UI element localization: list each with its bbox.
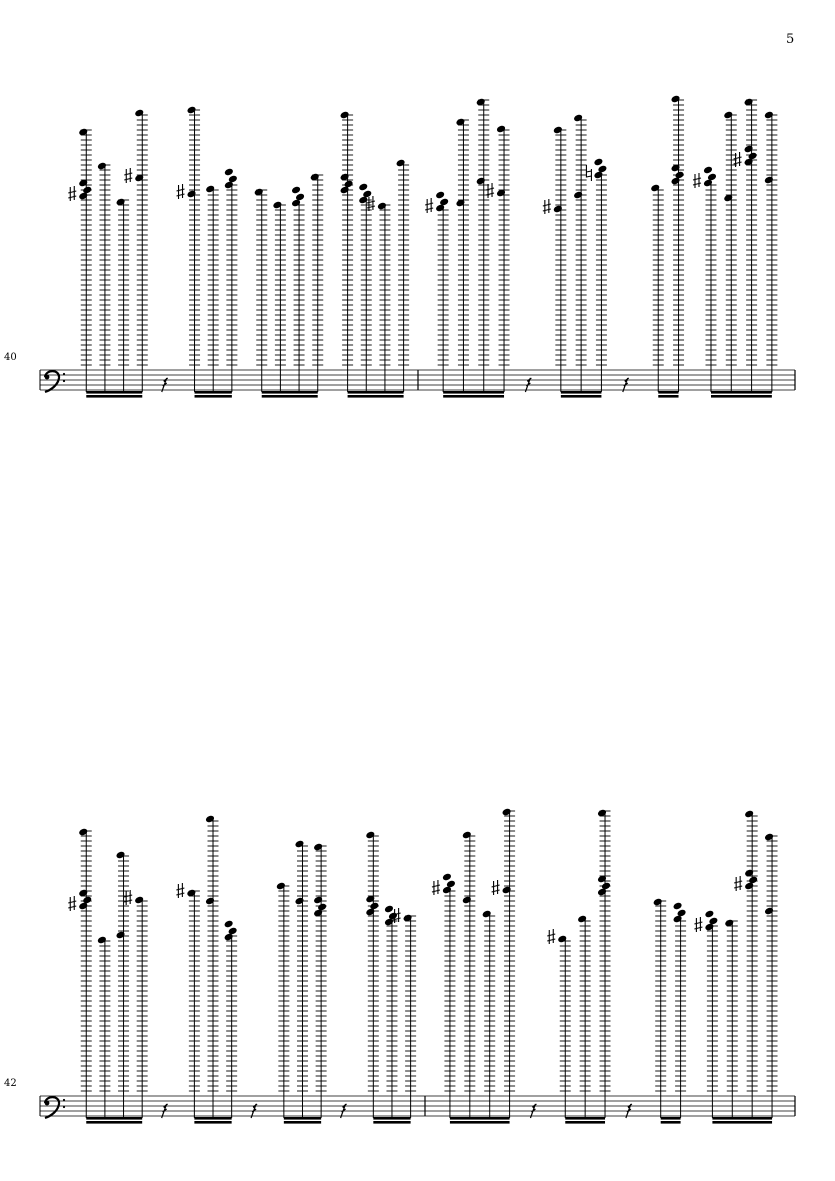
notehead — [744, 810, 754, 819]
natural-icon — [586, 165, 591, 181]
notehead — [496, 125, 506, 134]
beam — [443, 395, 504, 398]
measure-number-system-2: 42 — [4, 1078, 17, 1089]
beam — [262, 395, 318, 398]
sharp-strokes — [425, 198, 433, 213]
beam — [450, 1121, 510, 1124]
bass-clef-dot-lower — [63, 1106, 65, 1108]
rest-dot — [628, 1106, 630, 1108]
notehead — [205, 897, 215, 906]
notehead — [276, 882, 286, 891]
notehead — [573, 114, 583, 123]
notehead — [134, 109, 144, 118]
notehead — [294, 897, 304, 906]
sharp-icon — [68, 896, 76, 911]
sharp-strokes — [547, 929, 555, 944]
sharp-icon — [543, 199, 551, 214]
notehead — [764, 833, 774, 842]
beam — [450, 1117, 510, 1120]
bass-clef-curve — [45, 1097, 59, 1118]
beam — [561, 391, 602, 394]
beam — [711, 391, 772, 394]
bass-clef-dot-main — [45, 1101, 50, 1106]
notehead — [653, 898, 663, 907]
rest-dot — [342, 1106, 344, 1108]
notehead — [396, 159, 406, 168]
sharp-icon — [694, 917, 702, 932]
notehead — [704, 910, 714, 919]
bass-clef-dot-lower — [63, 380, 65, 382]
sharp-strokes — [694, 917, 702, 932]
notehead — [553, 126, 563, 135]
notehead — [78, 828, 88, 837]
notehead — [97, 936, 107, 945]
notehead — [294, 840, 304, 849]
measure-number-system-1: 40 — [4, 352, 17, 363]
page-number: 5 — [786, 32, 795, 47]
notehead — [205, 815, 215, 824]
notehead — [187, 106, 197, 115]
staff-system-2 — [40, 808, 795, 1124]
beam — [565, 1121, 605, 1124]
notehead — [723, 111, 733, 120]
sharp-strokes — [543, 199, 551, 214]
notehead — [313, 843, 323, 852]
sharp-strokes — [432, 880, 440, 895]
notehead — [650, 184, 660, 193]
notehead — [205, 185, 215, 194]
beam — [195, 395, 232, 398]
sharp-strokes — [734, 876, 742, 891]
beam — [658, 395, 678, 398]
notehead — [673, 902, 683, 911]
sharp-strokes — [367, 196, 375, 211]
notehead — [557, 935, 567, 944]
beam — [661, 1117, 681, 1120]
beam — [348, 391, 404, 394]
sharp-strokes — [176, 883, 184, 898]
beam — [86, 1117, 142, 1120]
beam — [86, 391, 142, 394]
rest-dot — [164, 1106, 166, 1108]
sharp-strokes — [68, 186, 76, 201]
notehead — [291, 186, 301, 195]
notehead — [764, 176, 774, 185]
beam — [86, 1121, 142, 1124]
rest-dot — [532, 1106, 534, 1108]
notehead — [577, 915, 587, 924]
beam — [348, 395, 404, 398]
notehead — [703, 166, 713, 175]
notehead — [553, 205, 563, 214]
rest-dot — [253, 1106, 255, 1108]
sharp-icon — [693, 173, 701, 188]
sharp-icon — [547, 929, 555, 944]
sharp-icon — [176, 883, 184, 898]
sharp-icon — [367, 196, 375, 211]
beam — [661, 1121, 681, 1124]
beam — [284, 1121, 321, 1124]
notehead — [482, 910, 492, 919]
sharp-icon — [734, 876, 742, 891]
beam — [195, 391, 232, 394]
notehead — [224, 920, 234, 929]
notehead — [476, 177, 486, 186]
beam — [262, 391, 318, 394]
sharp-icon — [425, 198, 433, 213]
notehead — [435, 191, 445, 200]
notehead — [358, 183, 368, 192]
staff-system-1 — [40, 95, 795, 398]
notehead — [340, 111, 350, 120]
bass-clef-dot-main — [45, 375, 50, 380]
notehead — [764, 111, 774, 120]
notehead — [134, 896, 144, 905]
notehead — [377, 202, 387, 211]
rest-dot — [527, 380, 529, 382]
sharp-strokes — [124, 168, 132, 183]
beam — [711, 395, 772, 398]
notehead — [116, 851, 126, 860]
notehead — [442, 873, 452, 882]
beam — [194, 1121, 231, 1124]
natural-strokes — [586, 165, 591, 181]
beam — [565, 1117, 605, 1120]
notehead — [462, 896, 472, 905]
notehead — [671, 95, 681, 104]
rest-dot — [164, 380, 166, 382]
beam — [712, 1121, 772, 1124]
sharp-strokes — [68, 896, 76, 911]
notehead — [744, 145, 754, 154]
sharp-icon — [432, 880, 440, 895]
sharp-icon — [124, 168, 132, 183]
notehead — [764, 907, 774, 916]
notehead — [272, 201, 282, 210]
notehead — [573, 191, 583, 200]
beam — [194, 1117, 231, 1120]
beam — [284, 1117, 321, 1120]
bass-clef-icon — [45, 1097, 66, 1118]
notehead — [116, 931, 126, 940]
notehead — [313, 896, 323, 905]
sharp-strokes — [177, 184, 185, 199]
notehead — [187, 190, 197, 199]
notehead — [384, 905, 394, 914]
beam — [712, 1117, 772, 1120]
sharp-strokes — [693, 173, 701, 188]
notehead — [97, 162, 107, 171]
bass-clef-dot-upper — [63, 1099, 65, 1101]
sharp-strokes — [124, 890, 132, 905]
beam — [443, 391, 504, 394]
notehead — [593, 158, 603, 167]
notehead — [502, 808, 512, 817]
beam — [373, 1121, 410, 1124]
sharp-icon — [124, 890, 132, 905]
sharp-icon — [492, 880, 500, 895]
beam — [373, 1117, 410, 1120]
beam — [561, 395, 602, 398]
bass-clef-dot-upper — [63, 373, 65, 375]
sharp-strokes — [492, 880, 500, 895]
notehead — [224, 168, 234, 177]
notehead — [365, 831, 375, 840]
sharp-icon — [177, 184, 185, 199]
notehead — [502, 886, 512, 895]
notehead — [462, 831, 472, 840]
beam — [86, 395, 142, 398]
rest-dot — [625, 380, 627, 382]
bass-clef-curve — [45, 371, 59, 392]
beam — [658, 391, 678, 394]
bass-clef-icon — [45, 371, 66, 392]
sharp-icon — [68, 186, 76, 201]
